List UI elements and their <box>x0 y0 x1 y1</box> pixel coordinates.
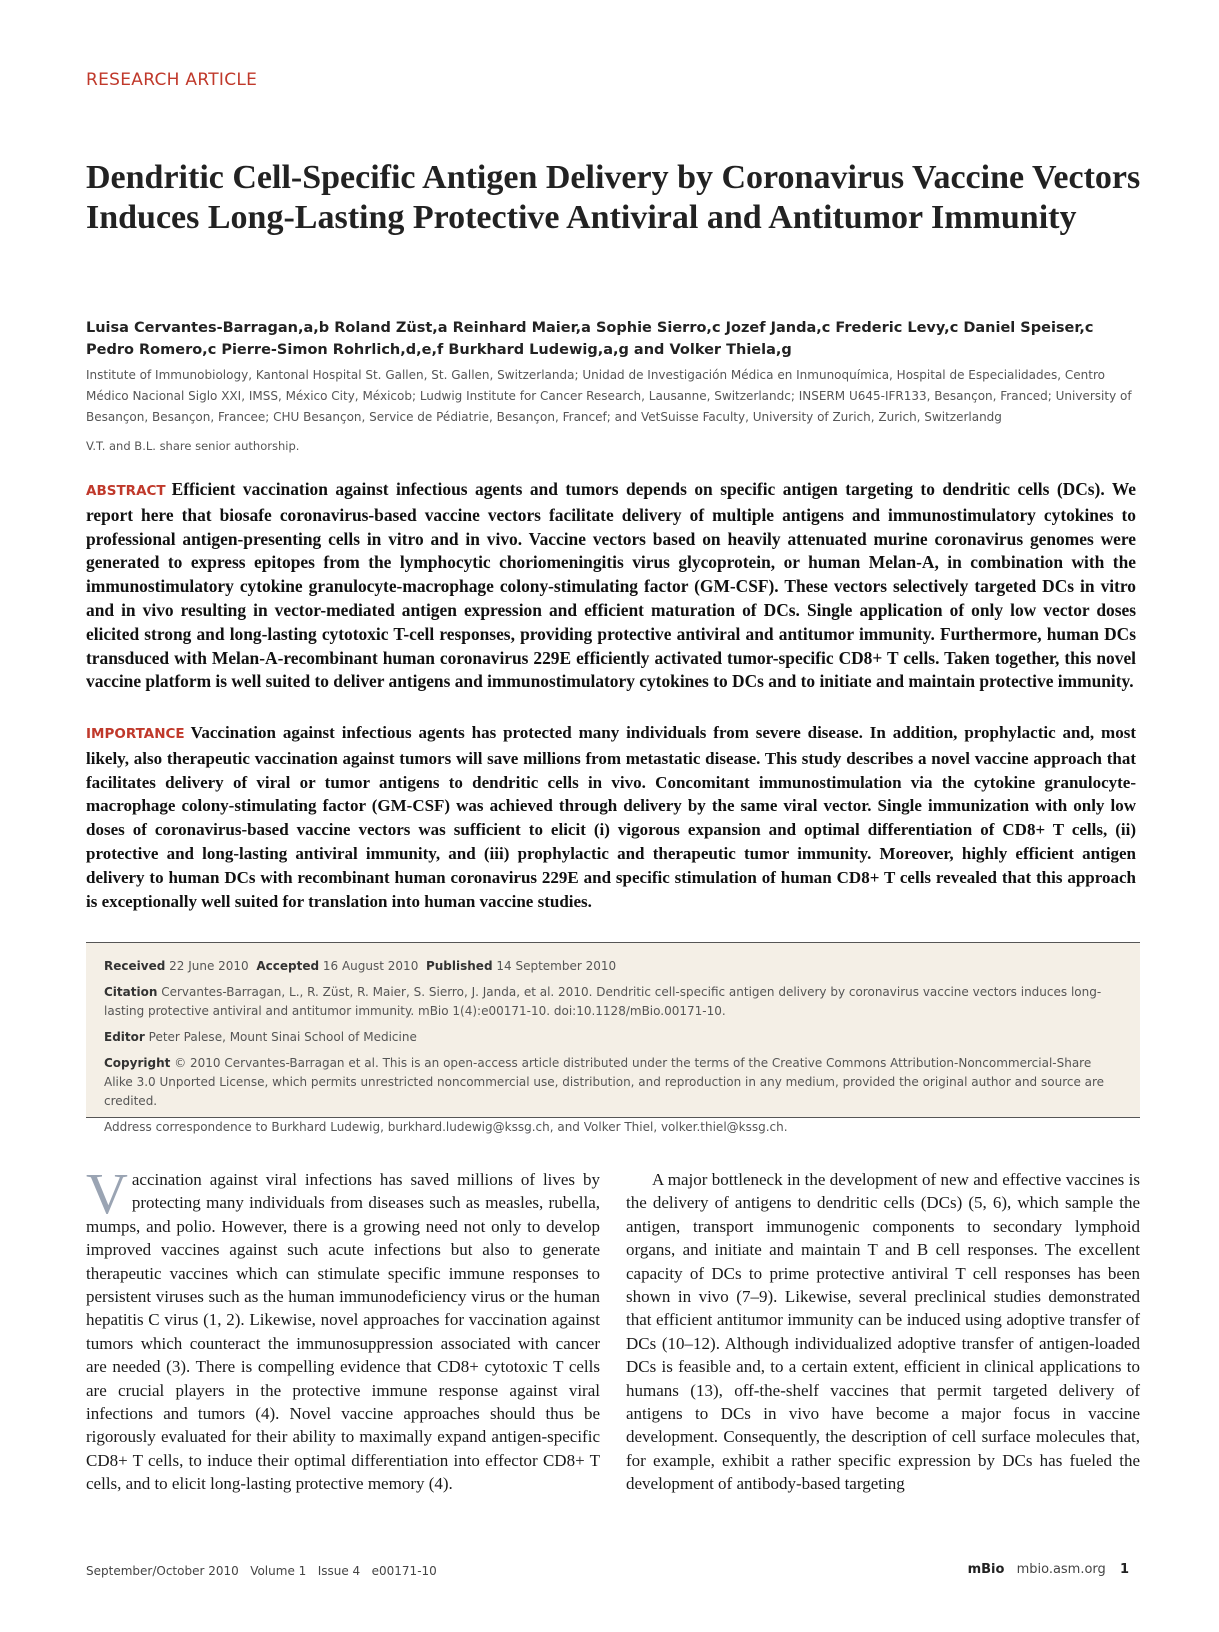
importance-label: IMPORTANCE <box>86 726 185 742</box>
senior-authorship-note: V.T. and B.L. share senior authorship. <box>86 439 300 453</box>
abstract <box>86 478 1136 694</box>
published-date: 14 September 2010 <box>496 959 617 973</box>
citation-line <box>104 983 1122 1021</box>
issue-info: September/October 2010 Volume 1 Issue 4 e00171-10 <box>86 1564 437 1578</box>
article-title: Dendritic Cell-Specific Antigen Delivery by Coronavirus Vaccine Vectors Induces Long-Lasting Protective Antiviral and Antitumor Immunity <box>86 159 1141 236</box>
importance <box>86 721 1136 913</box>
editor-text: Peter Palese, Mount Sinai School of Medicine <box>148 1030 417 1044</box>
footer-right <box>968 1562 1129 1577</box>
journal-website[interactable]: mbio.asm.org <box>1016 1562 1106 1577</box>
abstract-label: ABSTRACT <box>86 483 166 499</box>
page-number: 1 <box>1119 1562 1129 1577</box>
author-list: Luisa Cervantes-Barragan,a,b Roland Züst,a Reinhard Maier,a Sophie Sierro,c Jozef Janda,c Frederic Levy,c Daniel Speiser,c Pedro Romero,c Pierre-Simon Rohrlich,d,e,f Burkhard Ludewig,a,g and Volker Thiela,g <box>86 320 1094 358</box>
section-label: RESEARCH ARTICLE <box>86 70 258 90</box>
body-right-column: A major bottleneck in the development of new and effective vaccines is the delivery of antigens to dendritic cells (DCs) (5, 6), which sample the antigen, transport immunogenic components to secondary lymphoid organs, and initiate and maintain T and B cell responses. The excellent capacity of DCs to prime protective antiviral T cell responses has been shown in vivo (7–9). Likewise, several preclinical studies demonstrated that efficient antitumor immunity can be induced using adoptive transfer of DCs (10–12). Although individualized adoptive transfer of antigen-loaded DCs is feasible and, to a certain extent, efficient in clinical applications to humans (13), off-the-shelf vaccines that permit targeted delivery of antigens to DCs in vivo have become a major focus in vaccine development. Consequently, the description of cell surface molecules that, for example, exhibit a rather specific expression by DCs has fueled the development of antibody-based targeting <box>626 1170 1140 1494</box>
abstract-text: Efficient vaccination against infectious agents and tumors depends on specific antigen targeting to dendritic cells (DCs). We report here that biosafe coronavirus-based vaccine vectors facilitate delivery of multiple antigens and immunostimulatory cytokines to professional antigen-presenting cells in vitro and in vivo. Vaccine vectors based on heavily attenuated murine coronavirus genomes were generated to express epitopes from the lymphocytic choriomeningitis virus glycoprotein, or human Melan-A, in combination with the immunostimulatory cytokine granulocyte-macrophage colony-stimulating factor (GM-CSF). These vectors selectively targeted DCs in vitro and in vivo resulting in vector-mediated antigen expression and efficient maturation of DCs. Single application of only low vector doses elicited strong and long-lasting cytotoxic T-cell responses, providing protective antiviral and antitumor immunity. Furthermore, human DCs transduced with Melan-A-recombinant human coronavirus 229E efficiently activated tumor-specific CD8+ T cells. Taken together, this novel vaccine platform is well suited to deliver antigens and immunostimulatory cytokines to DCs and to initiate and maintain protective immunity. <box>86 479 1136 692</box>
accepted-label: Accepted <box>256 959 320 973</box>
copyright-text: © 2010 Cervantes-Barragan et al. This is an open-access article distributed under the terms of the Creative Commons Attribution-Noncommercial-Share Alike 3.0 Unported License, which permits unrestricted noncommercial use, distribution, and reproduction in any medium, provided the original author and source are credited. <box>104 1056 1105 1108</box>
copyright-label: Copyright <box>104 1056 171 1070</box>
received-date: 22 June 2010 <box>169 959 249 973</box>
affiliations: Institute of Immunobiology, Kantonal Hospital St. Gallen, St. Gallen, Switzerlanda; Unidad de Investigación Médica en Inmunoquímica, Hospital de Especialidades, Centro Médico Nacional Siglo XXI, IMSS, México City, Méxicob; Ludwig Institute for Cancer Research, Lausanne, Switzerlandc; INSERM U645-IFR133, Besançon, Franced; University of Besançon, Besançon, Francee; CHU Besançon, Service de Pédiatrie, Besançon, Francef; and VetSuisse Faculty, University of Zurich, Zurich, Switzerlandg <box>86 368 1132 424</box>
drop-cap: V <box>86 1161 128 1226</box>
editor-line <box>104 1028 1122 1047</box>
copyright-line <box>104 1054 1122 1111</box>
journal-logo: mBio <box>967 1562 1005 1577</box>
published-label: Published <box>425 959 493 973</box>
received-label: Received <box>104 959 166 973</box>
left-column-text: accination against viral infections has saved millions of lives by protecting many individuals from diseases such as measles, rubella, mumps, and polio. However, there is a growing need not only to develop improved vaccines against such acute infections but also to generate therapeutic vaccines which can stimulate specific immune responses to persistent viruses such as the human immunodeficiency virus or the human hepatitis C virus (1, 2). Likewise, novel approaches for vaccination against tumors which counteract the immunosuppression associated with cancer are needed (3). There is compelling evidence that CD8+ cytotoxic T cells are crucial players in the protective immune response against viral infections and tumors (4). Novel vaccine approaches should thus be rigorously evaluated for their ability to maximally expand antigen-specific CD8+ T cells, to induce their optimal differentiation into effector CD8+ T cells, and to elicit long-lasting protective memory (4). <box>86 1170 600 1494</box>
dates-line <box>104 957 1122 976</box>
correspondence-line: Address correspondence to Burkhard Ludewig, burkhard.ludewig@kssg.ch, and Volker Thiel, volker.thiel@kssg.ch. <box>104 1120 788 1134</box>
body-left-column <box>86 1161 600 1496</box>
article-info-box <box>86 942 1140 1134</box>
accepted-date: 16 August 2010 <box>322 959 419 973</box>
citation-text: Cervantes-Barragan, L., R. Züst, R. Maier, S. Sierro, J. Janda, et al. 2010. Dendritic cell-specific antigen delivery by coronavirus vaccine vectors induces long-lasting protective antiviral and antitumor immunity. mBio 1(4):e00171-10. doi:10.1128/mBio.00171-10. <box>104 985 1102 1018</box>
editor-label: Editor <box>104 1030 145 1044</box>
importance-text: Vaccination against infectious agents has protected many individuals from severe disease. In addition, prophylactic and, most likely, also therapeutic vaccination against tumors will save millions from metastatic disease. This study describes a novel vaccine approach that facilitates delivery of viral or tumor antigens to dendritic cells in vivo. Concomitant immunostimulation via the cytokine granulocyte-macrophage colony-stimulating factor (GM-CSF) was achieved through delivery by the same viral vector. Single immunization with only low doses of coronavirus-based vaccine vectors was sufficient to elicit (i) vigorous expansion and optimal differentiation of CD8+ T cells, (ii) protective and long-lasting antiviral immunity, and (iii) prophylactic and therapeutic tumor immunity. Moreover, highly efficient antigen delivery to human DCs with recombinant human coronavirus 229E and specific stimulation of human CD8+ T cells revealed that this approach is exceptionally well suited for translation into human vaccine studies. <box>86 723 1136 911</box>
citation-label: Citation <box>104 985 158 999</box>
